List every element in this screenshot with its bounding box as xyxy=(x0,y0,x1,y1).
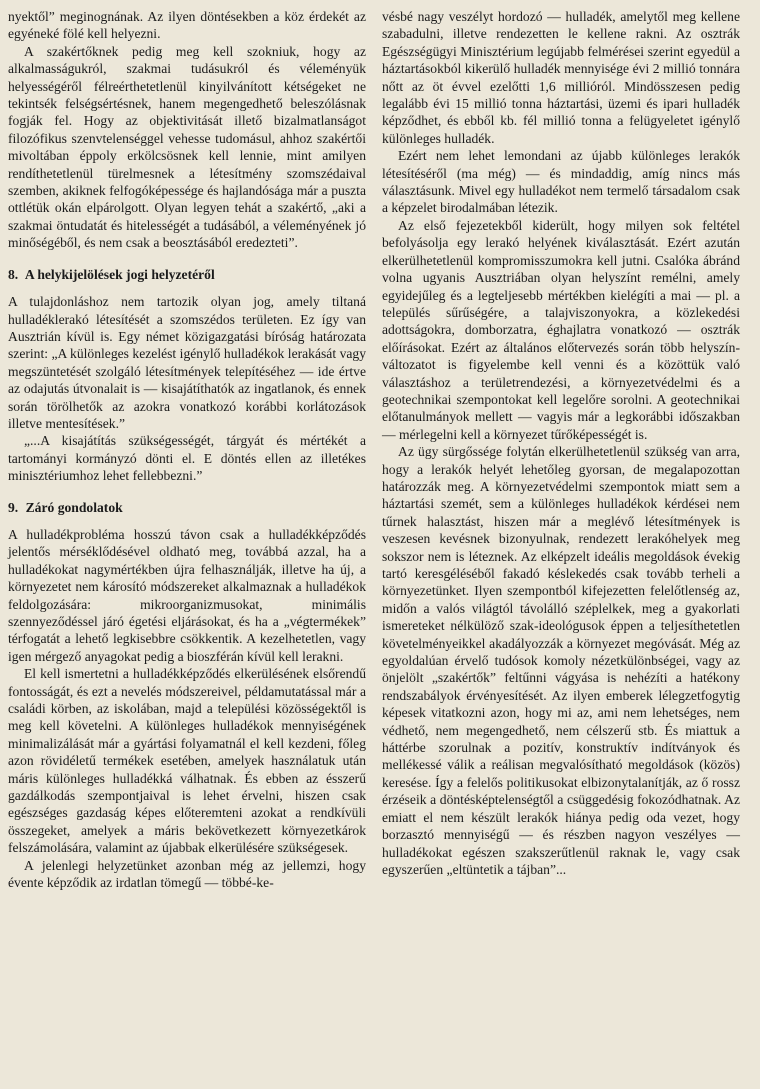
paragraph: A szakértőknek pedig meg kell szokniuk, hogy az alkalmasságukról, szakmai tudásukról és véleményük helyességéről félreérthetetlenül kinyilvánított kétségeket ne tekintsék felségsértésnek, hanem megengedhető beleszólásnak fogják fel. Hogy az objektivitását illető bizalmatlanságot filozófikus szenvtelenséggel vehesse tudomásul, ahhoz szakértői mivoltában éppoly erkölcsösnek kell lennie, mint amilyen rendíthetetlenül türelmesnek a létesítmény szomszédaival szemben, akiknek felfogóképessége és hajlandósága már a puszta ottlétük okán elpárolgott. Olyan legyen tehát a szakértő, „aki a szakmai öntudatát és hitelességét a tudásából, a véleményének jó minőségéből, és nem csak a beosztásából eredezteti”. xyxy=(8,43,366,251)
left-column xyxy=(8,8,366,1089)
paragraph: A hulladékprobléma hosszú távon csak a hulladékképződés jelentős mérséklődésével oldható meg, továbbá azzal, ha a hulladékokat nagymértékben újra felhasználják, illetve ha új, a környezetet nem károsító módszereket alkalmaznak a hulladékok feldolgozására: mikroorganizmusokat, minimális szennyeződéssel járó égetési eljárásokat, és ha a „végtermékek” térfogatát a lehető legkisebbre csökkentik. A kezelhetetlen, vagy igen mérgező anyagokat pedig a bioszférán kívül kell lerakni. xyxy=(8,526,366,664)
paragraph: A tulajdonláshoz nem tartozik olyan jog, amely tiltaná hulladéklerakó létesítését a szomszédos területen. Ez így van Ausztrián kívül is. Egy német közigazgatási bíróság határozata szerint: „A különleges kezelést igénylő hulladékok lerakását vagy megszüntetését szolgáló létesítmények telepítéséhez — ide értve az odajutás útvonalait is — kisajátíthatók az ingatlanok, és ennek során törölhetők az azokra vonatkozó korábbi korlátozások illetve mentesítések.” xyxy=(8,294,366,431)
paragraph: Az ügy sürgőssége folytán elkerülhetetlenül szükség van arra, hogy a lerakók helyét lehetőleg gyorsan, de megalapozottan határozzák meg. A környezetvédelmi szempontok miatt sem a háztartási szemét, sem a különleges hulladékok kérdései nem tűrnek halasztást, hiszen már a meglévő létesítmények is veszesen kevésnek bizonyulnak, rendezett lerakóhelyek meg sokszor nem is léteznek. Az elképzelt ideális megoldások évekig tartó keresgéléséből fakadó késlekedés csak tovább terheli a környezetünket. Ilyen szempontból kifejezetten felelőtlenség az, midőn a valós világtól távolálló széplelkek, meg a gyakorlati ismereteket nélkülöző szak-ideológusok éppen a teljesíthetetlen követelményeikkel akadályozzák a környezet megóvását. Még az egyoldalúan érvelő tudósok komoly nézetkülönbségei, vagy az önjelölt „szakértők” feltűnni vágyása is nehézíti a hatékony rendszabályok érvényesítését. Az ilyen emberek lélegzetfogytig képesek vitatkozni azon, hogy mi az, ami nem lehetséges, nem védhető, nem megengedhető, nem célszerű stb. És miattuk a háttérbe szorulnak a pozitív, konstruktív indítványok és mellékessé válik a reálisan megvalósítható megoldások (közös) keresése. Így a felelős politikusokat elbizonytalanítják, az ő rossz érzéseik a döntésképtelenségtől a csüggedésig fokozódhatnak. Az emiatt el nem készült lerakók hiánya pedig oda vezet, hogy borzasztó mennyiségű — és részben nagyon veszélyes — hulladékokat egészen szakszerűtlenül raknak le, vagy csak egyszerűen „eltüntetik a tájban”... xyxy=(382,444,740,877)
paragraph: A jelenlegi helyzetünket azonban még az jellemzi, hogy évente képződik az irdatlan tömegű — többé-ke- xyxy=(8,857,366,891)
paragraph: „...A kisajátítás szükségességét, tárgyát és mértékét a tartományi kormányzó dönti el. E döntés ellen az illetékes minisztériumhoz lehet fellebbezni.” xyxy=(8,433,366,484)
section-heading-8 xyxy=(8,266,366,283)
paragraph: nyektől” meginognának. Az ilyen döntésekben a köz érdekét az egyéneké fölé kell helyezni. xyxy=(8,9,366,42)
paragraph: Az első fejezetekből kiderült, hogy milyen sok feltétel befolyásolja egy lerakó helyének kiválasztását. Ezért azután elkerülhetetlenül kompromisszumokra kell jutni. Csalóka ábránd volna ugyanis Ausztriában olyan helyszínt remélni, amely egyidejűleg és a legteljesebb mértékben kielégíti a mai — pl. a település sűrűségére, a talajviszonyokra, a közlekedési adottságokra, domborzatra, éghajlatra vonatkozó — osztrák előírásokat. Ezért az általános előtervezés során több helyszín-változatot is figyelembe kell venni és a közöttük való választáshoz a területrendezési, a környezetvédelmi és a geotechnikai szempontokat kell legelőre sorolni. A geotechnikai előtanulmányok mellett — vagyis már a legkorábbi időszakban — mérlegelni kell a környezet tűrőképességét is. xyxy=(382,217,740,442)
right-column xyxy=(382,8,740,1089)
paragraph: Ezért nem lehet lemondani az újabb különleges lerakók létesítéséről (ma még) — és mindaddig, amíg nincs más választásunk. Mivel egy hulladékot nem termelő társadalom csak a képzelet birodalmában létezik. xyxy=(382,148,740,216)
section-number: 8. xyxy=(8,266,19,282)
section-heading-9 xyxy=(8,499,366,516)
section-title: Záró gondolatok xyxy=(25,499,123,515)
section-title: A helykijelölések jogi helyzetéről xyxy=(24,266,215,282)
section-number: 9. xyxy=(8,499,19,515)
paragraph: vésbé nagy veszélyt hordozó — hulladék, amelytől meg kellene szabadulni, illetve rendezetten le kellene rakni. Az osztrák Egészségügyi Minisztérium legújabb felmérései szerint egyedül a háztartásokból kikerülő hulladék mennyisége évi 2 millió tonnára nőtt az öt évvel ezelőtti 1,6 millióról. Mindösszesen pedig legalább évi 15 millió tonna háztartási, üzemi és ipari hulladék képződhet, és ebből kb. fél millió tonna a felügyeletet igénylő különleges hulladék. xyxy=(382,9,740,146)
paragraph: El kell ismertetni a hulladékképződés elkerülésének elsőrendű fontosságát, és ezt a nevelés módszereivel, példamutatással már a családi körben, az iskolában, majd a települési közösségektől is meg kell követelni. A különleges hulladékok mennyiségének minimalizálását már a gyártási folyamatnál el kell kezdeni, főleg azon rövidéletű termékek esetében, amelyek használatuk után máris különleges hulladékká válhatnak. És ebben az ésszerű gazdálkodás szempontjaival is lehet érvelni, hiszen csak egészséges gazdaság képes előteremteni azokat a rendkívüli összegeket, amelyek a máris bekövetkezett környezetkárok felszámolására, valamint az újabbak elkerülésére szükségesek. xyxy=(8,666,366,856)
